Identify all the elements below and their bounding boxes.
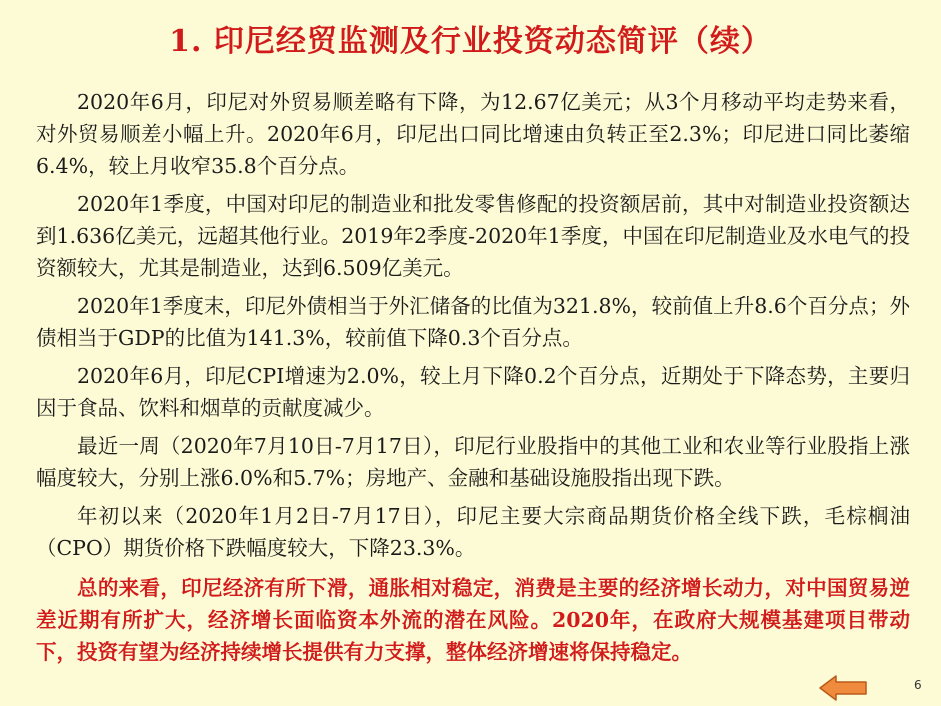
page-number: 6 [914,678,922,692]
paragraph-stock-index: 最近一周（2020年7月10日-7月17日），印尼行业股指中的其他工业和农业等行业股指上涨幅度较大，分别上涨6.0%和5.7%；房地产、金融和基础设施股指出现下跌。 [36,434,910,490]
content-body [36,86,910,674]
paragraph-external-debt: 2020年1季度末，印尼外债相当于外汇储备的比值为321.8%，较前值上升8.6个百分点；外债相当于GDP的比值为141.3%，较前值下降0.3个百分点。 [36,294,910,350]
page-title: 1. 印尼经贸监测及行业投资动态简评（续） [169,24,772,59]
paragraph-summary: 总的来看，印尼经济有所下滑，通胀相对稳定，消费是主要的经济增长动力，对中国贸易逆差近期有所扩大，经济增长面临资本外流的潜在风险。2020年，在政府大规模基建项目带动下，投资有望为经济持续增长提供有力支撑，整体经济增速将保持稳定。 [36,576,910,664]
paragraph-commodities: 年初以来（2020年1月2日-7月17日），印尼主要大宗商品期货价格全线下跌，毛棕榈油（CPO）期货价格下跌幅度较大，下降23.3%。 [36,504,910,560]
back-button[interactable] [818,674,868,702]
paragraph-cpi: 2020年6月，印尼CPI增速为2.0%，较上月下降0.2个百分点，近期处于下降态势，主要归因于食品、饮料和烟草的贡献度减少。 [36,364,910,420]
left-arrow-icon [818,674,868,702]
paragraph-trade: 2020年6月，印尼对外贸易顺差略有下降，为12.67亿美元；从3个月移动平均走势来看，对外贸易顺差小幅上升。2020年6月，印尼出口同比增速由负转正至2.3%；印尼进口同比萎缩6.4%，较上月收窄35.8个百分点。 [36,90,910,178]
paragraph-investment: 2020年1季度，中国对印尼的制造业和批发零售修配的投资额居前，其中对制造业投资额达到1.636亿美元，远超其他行业。2019年2季度-2020年1季度，中国在印尼制造业及水电气的投资额较大，尤其是制造业，达到6.509亿美元。 [36,192,910,280]
